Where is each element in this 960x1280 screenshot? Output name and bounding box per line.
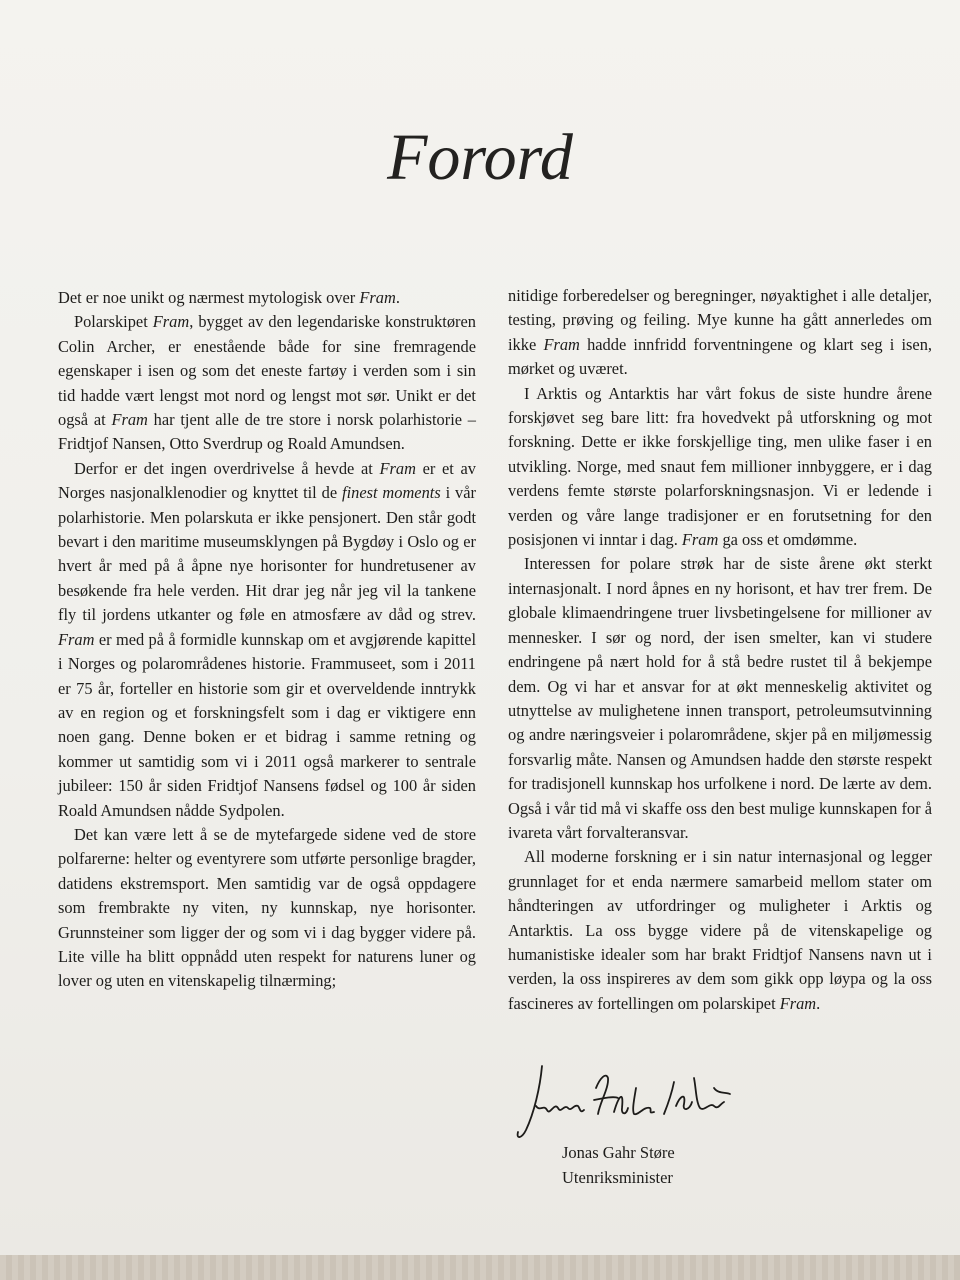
italic-text: Fram	[111, 410, 148, 430]
paragraph	[508, 382, 932, 553]
italic-text: Fram	[543, 334, 580, 354]
text-run: Det kan være lett å se de mytefargede sidene ved de store polfarerne: helter og eventyrere som utførte personlige bragder, datidens ekstremsport. Men samtidig var de også oppdagere som frembrakte ny viten, ny kunnskap, nye horisonter. Grunnsteiner som ligger der og som vi i dag bygger videre på. Lite ville ha blitt oppnådd uten respekt for naturens luner og lover og uten en vitenskapelig tilnærming;	[58, 824, 476, 991]
italic-text: finest moments	[342, 483, 441, 503]
italic-text: Fram	[359, 288, 396, 307]
text-run: har tjent alle de tre store i norsk polarhistorie – Fridtjof Nansen, Otto Sverdrup og Roald Amundsen.	[58, 410, 476, 454]
text-run: i vår polarhistorie. Men polarskuta er ikke pensjonert. Den står godt bevart i den maritime museumsklyngen på Bygdøy i Oslo og er hvert år med på å åpne nye horisonter for hundretusener av besøkende fra hele verden. Hit drar jeg når jeg vil la tankene fly til jordens utkanter og føle en atmosfære av dåd og strev.	[58, 483, 476, 625]
text-run: ga oss et omdømme.	[718, 530, 858, 550]
page-title: Forord	[387, 121, 573, 194]
italic-text: Fram	[681, 530, 719, 550]
paragraph	[508, 284, 932, 382]
paragraph	[58, 310, 476, 456]
paragraph	[58, 457, 476, 823]
paragraph	[508, 845, 932, 1016]
paragraph	[58, 286, 476, 310]
text-run: Polarskipet	[74, 312, 153, 332]
text-run: hadde innfridd forventningene og klart seg i isen, mørket og uværet.	[508, 334, 932, 379]
italic-text: Fram	[152, 312, 190, 332]
text-run: .	[816, 993, 821, 1013]
handwritten-signature	[514, 1058, 746, 1148]
signatory-name: Jonas Gahr Støre	[562, 1143, 675, 1162]
text-run: Det er noe unikt og nærmest mytologisk over	[58, 288, 360, 307]
text-run: er med på å formidle kunnskap om et avgjørende kapittel i Norges og polarområdenes historie. Frammuseet, som i 2011 er 75 år, forteller en historie som gir et overveldende inntrykk av en region og et forskningsfelt som i dag er viktigere enn noen gang. Denne boken er et bidrag i samme retning og kommer ut samtidig som vi i 2011 også markerer to sentrale jubileer: 150 år siden Fridtjof Nansens fødsel og 100 år siden Roald Amundsen nådde Sydpolen.	[58, 629, 476, 820]
text-run: .	[395, 288, 400, 307]
text-column-right	[508, 284, 932, 1016]
text-column-left	[58, 286, 476, 994]
text-run: Interessen for polare strøk har de siste årene økt sterkt internasjonalt. I nord åpnes en ny horisont, et hav trer frem. De globale klimaendringene truer livsbetingelsene for millioner av mennesker. I sør og nord, der isen smelter, kan vi studere endringene på nært hold for å stå bedre rustet til å bekjempe dem. Og vi har et ansvar for at økt menneskelig aktivitet og utnyttelse av mulighetene innen transport, petroleumsutvinning og andre næringsveier i polarområdene, skjer på en miljømessig forsvarlig måte. Nansen og Amundsen hadde den største respekt for tradisjonell kunnskap hos urfolkene i nord. De lærte av dem. Også i vår tid må vi skaffe oss den best mulige kunnskapen for å ivareta vårt forvalteransvar.	[508, 554, 932, 842]
paragraph	[508, 552, 932, 845]
text-run: I Arktis og Antarktis har vårt fokus de siste hundre årene forskjøvet seg bare litt: fra hovedvekt på utforskning og mot forskning. Dette er ikke forskjellige ting, men ulike faser i en utvikling. Norge, med snaut fem millioner innbyggere, er i dag verdens femte største polarforskningsnasjon. Vi er ledende i verden og våre lange tradisjoner er en forutsetning for den posisjonen vi inntar i dag.	[508, 383, 932, 550]
italic-text: Fram	[58, 629, 95, 649]
text-run: er et av Norges nasjonalklenodier og knyttet til de	[58, 458, 476, 503]
text-run: Derfor er det ingen overdrivelse å hevde at	[74, 458, 380, 478]
signatory-block	[562, 1140, 675, 1190]
text-run: , bygget av den legendariske konstruktøren Colin Archer, er enestående både for sine fremragende egenskaper i isen og som det eneste fartøy i verden som i sin tid hadde vært lengst mot nord og lengst mot sør. Unikt er det også at	[58, 312, 476, 430]
text-run: nitidige forberedelser og beregninger, nøyaktighet i alle detaljer, testing, prøving og feiling. Mye kunne ha gått annerledes om ikke	[508, 286, 932, 354]
signatory-title: Utenriksminister	[562, 1168, 673, 1187]
background-cloth	[0, 1255, 960, 1280]
italic-text: Fram	[379, 458, 416, 478]
italic-text: Fram	[779, 993, 817, 1013]
paragraph	[58, 823, 476, 994]
text-run: All moderne forskning er i sin natur internasjonal og legger grunnlaget for et enda nærmere samarbeid mellom stater om håndteringen av utfordringer og muligheter i Arktis og Antarktis. La oss bygge videre på de vitenskapelige og humanistiske idealer som har brakt Fridtjof Nansens navn ut i verden, la oss inspireres av dem som gikk opp løypa og la oss fascineres av fortellingen om polarskipet	[508, 847, 932, 1013]
